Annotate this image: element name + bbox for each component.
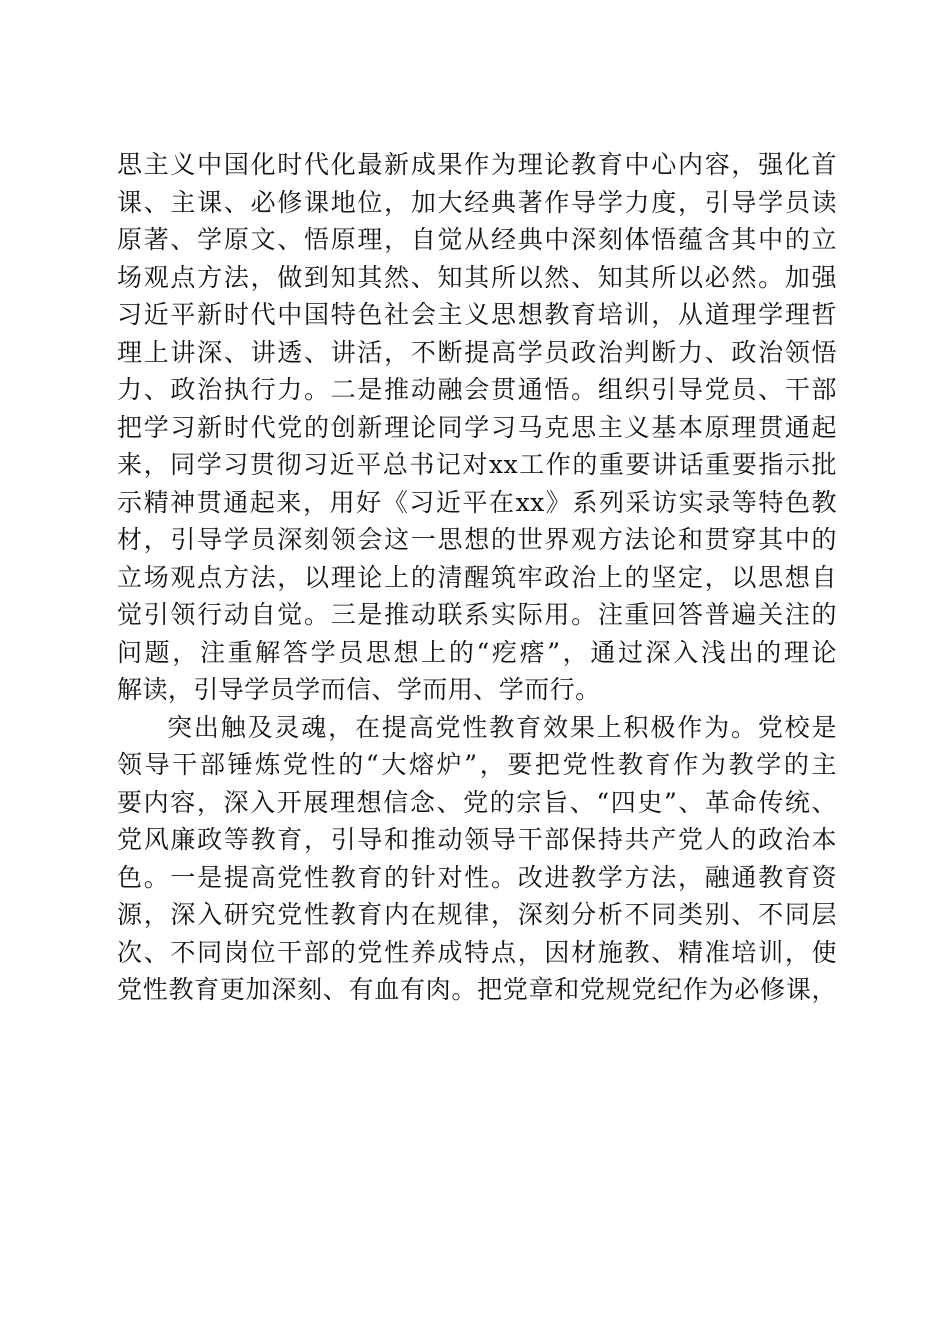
text-line: 习近平新时代中国特色社会主义思想教育培训，从道理学理哲 (117, 300, 837, 329)
text-line: 理上讲深、讲透、讲活，不断提高学员政治判断力、政治领悟 (117, 337, 837, 367)
text-line: 党风廉政等教育，引导和推动领导干部保持共产党人的政治本 (117, 825, 837, 854)
text-line: 源，深入研究党性教育内在规律，深刻分析不同类别、不同层 (117, 900, 837, 929)
text-line: 思主义中国化时代化最新成果作为理论教育中心内容，强化首 (117, 150, 837, 179)
text-line: 材，引导学员深刻领会这一思想的世界观方法论和贯穿其中的 (117, 525, 837, 554)
text-line: 问题，注重解答学员思想上的“疙瘩”，通过深入浅出的理论 (117, 637, 837, 667)
text-line: 觉引领行动自觉。三是推动联系实际用。注重回答普遍关注的 (117, 600, 837, 629)
text-line: 要内容，深入开展理想信念、党的宗旨、“四史”、革命传统、 (117, 787, 837, 817)
text-line: 色。一是提高党性教育的针对性。改进教学方法，融通教育资 (117, 862, 837, 892)
text-line: 解读，引导学员学而信、学而用、学而行。 (117, 675, 601, 704)
text-line: 党性教育更加深刻、有血有肉。把党章和党规党纪作为必修课， (117, 975, 837, 1004)
text-line: 立场观点方法，以理论上的清醒筑牢政治上的坚定，以思想自 (117, 562, 837, 592)
document-body (117, 146, 837, 1009)
text-line: 场观点方法，做到知其然、知其所以然、知其所以必然。加强 (117, 262, 837, 292)
text-line: 力、政治执行力。二是推动融会贯通悟。组织引导党员、干部 (117, 375, 837, 404)
paragraph-2 (117, 709, 837, 1009)
text-line: 来，同学习贯彻习近平总书记对xx工作的重要讲话重要指示批 (117, 450, 837, 479)
text-line: 原著、学原文、悟原理，自觉从经典中深刻体悟蕴含其中的立 (117, 225, 837, 254)
paragraph-1 (117, 146, 837, 709)
text-line: 课、主课、必修课地位，加大经典著作导学力度，引导学员读 (117, 187, 837, 217)
text-line: 示精神贯通起来，用好《习近平在xx》系列采访实录等特色教 (117, 487, 837, 517)
text-line: 次、不同岗位干部的党性养成特点，因材施教、精准培训，使 (117, 937, 837, 967)
text-line: 把学习新时代党的创新理论同学习马克思主义基本原理贯通起 (117, 412, 837, 442)
text-line: 领导干部锤炼党性的“大熔炉”，要把党性教育作为教学的主 (117, 750, 837, 779)
text-line: 突出触及灵魂，在提高党性教育效果上积极作为。党校是 (167, 712, 837, 742)
